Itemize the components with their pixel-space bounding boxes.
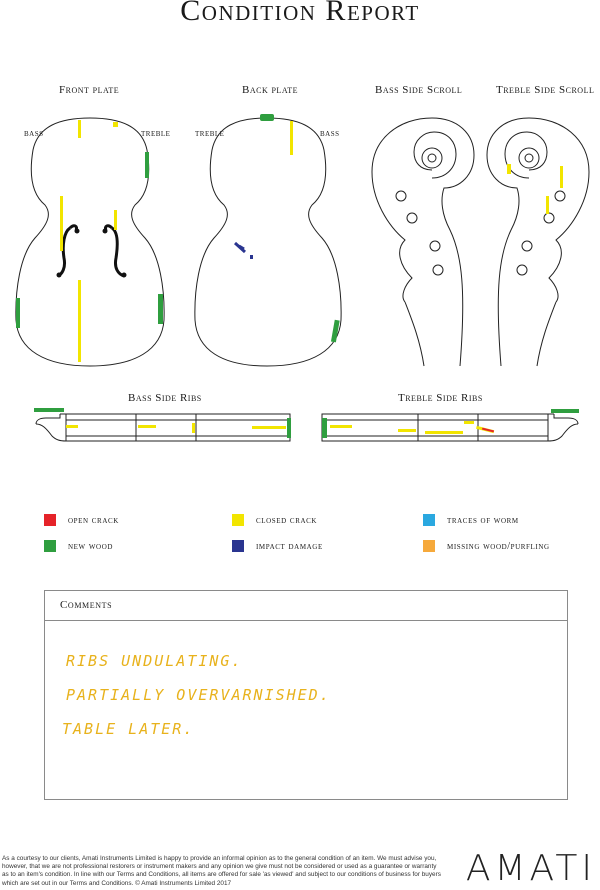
treble-ribs-markings	[322, 409, 579, 438]
legend-closed-crack: closed crack	[232, 514, 317, 526]
front-plate-outline	[16, 118, 164, 366]
bass-scroll-pegholes	[396, 191, 443, 275]
legend-new-wood: new wood	[44, 540, 113, 552]
treble-side-scroll-label: Treble Side Scroll	[496, 84, 595, 96]
legend-traces-of-worm: traces of worm	[423, 514, 519, 526]
legend-open-crack: open crack	[44, 514, 119, 526]
treble-side-ribs-label: Treble Side Ribs	[398, 392, 483, 404]
bass-side-scroll-outline	[372, 118, 474, 366]
comment-line: PARTIALLY OVERVARNISHED.	[66, 686, 331, 704]
legend-swatch	[423, 514, 435, 526]
front-plate-markings	[16, 120, 163, 362]
back-plate-outline	[195, 118, 341, 366]
treble-scroll-markings	[507, 164, 563, 214]
back-bass-label: BASS	[320, 130, 340, 138]
bass-side-scroll-label: Bass Side Scroll	[375, 84, 463, 96]
treble-scroll-pegholes	[517, 191, 565, 275]
brand-logo: AMATI	[465, 848, 596, 889]
front-bass-label: BASS	[24, 130, 44, 138]
front-plate-label: Front plate	[59, 84, 120, 96]
bass-side-ribs-label: Bass Side Ribs	[128, 392, 202, 404]
back-plate-label: Back plate	[242, 84, 298, 96]
comments-heading: Comments	[45, 591, 567, 621]
legend-swatch	[232, 540, 244, 552]
legend-impact-damage: impact damage	[232, 540, 323, 552]
front-treble-label: TREBLE	[141, 130, 171, 138]
bass-ribs-markings	[34, 408, 291, 438]
comment-line: TABLE LATER.	[62, 720, 195, 738]
back-treble-label: TREBLE	[195, 130, 225, 138]
legend-swatch	[44, 514, 56, 526]
treble-f-hole	[105, 226, 124, 276]
legend-swatch	[423, 540, 435, 552]
treble-side-ribs-outline	[322, 414, 578, 441]
page-title: Condition Report	[180, 0, 420, 27]
comment-line: RIBS UNDULATING.	[66, 652, 243, 670]
treble-side-scroll-outline	[487, 118, 589, 366]
legend-swatch	[232, 514, 244, 526]
legend-swatch	[44, 540, 56, 552]
disclaimer-text: As a courtesy to our clients, Amati Instruments Limited is happy to provide an informal opinion as to the general condition of an item. We must advise you, however, that we are not professional restorers or instrument makers and any opinion we give must not be considered or used as a guarantee or warranty as to an item's condition. In line with our Terms and Conditions, all items are offered for sale 'as viewed' and subject to our conditions of business for buyers which are set out in our Terms and Conditions. © Amati Instruments Limited 2017	[2, 855, 441, 887]
legend-missing-wood: missing wood/purfling	[423, 540, 550, 552]
